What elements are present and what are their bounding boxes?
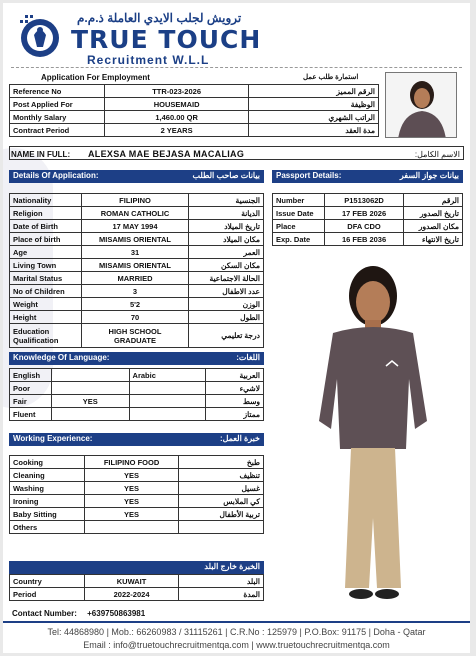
name-label: NAME IN FULL: — [11, 150, 71, 159]
row-label: Issue Date — [273, 207, 325, 220]
abroad-table — [9, 574, 264, 601]
table-row — [10, 98, 379, 111]
row-label: Others — [10, 521, 85, 534]
arabic-level — [129, 382, 206, 395]
row-label: Nationality — [10, 194, 82, 207]
education-row — [10, 324, 264, 348]
row-label: No of Children — [10, 285, 82, 298]
form-title: Application For Employment — [41, 73, 150, 82]
row-value: FILIPINO — [81, 194, 189, 207]
row-label-arabic: تاريخ الميلاد — [189, 220, 264, 233]
table-row — [10, 408, 264, 421]
row-value: 3 — [81, 285, 189, 298]
row-value: MISAMIS ORIENTAL — [81, 233, 189, 246]
table-row — [10, 194, 264, 207]
row-label: Height — [10, 311, 82, 324]
row-value: MARRIED — [81, 272, 189, 285]
row-label-arabic: وسط — [206, 395, 264, 408]
table-row — [273, 194, 463, 207]
table-row — [10, 456, 264, 469]
row-label: Date of Birth — [10, 220, 82, 233]
row-label: Post Applied For — [10, 98, 105, 111]
application-form — [3, 3, 470, 653]
experience-table — [9, 455, 264, 534]
row-label: Fair — [10, 395, 52, 408]
row-label: Age — [10, 246, 82, 259]
table-row — [10, 85, 379, 98]
education-label: Education Qualification — [10, 324, 82, 348]
row-value: YES — [84, 482, 179, 495]
row-label-arabic: البلد — [179, 575, 264, 588]
row-value: 17 FEB 2026 — [324, 207, 403, 220]
language-table — [9, 368, 264, 421]
row-value: P1513062D — [324, 194, 403, 207]
row-label-arabic: الرقم — [404, 194, 463, 207]
experience-section-header: Working Experience: خبرة العمل: — [9, 433, 264, 446]
row-value: KUWAIT — [84, 575, 179, 588]
applicant-name: ALEXSA MAE BEJASA MACALIAG — [88, 149, 245, 159]
table-row — [10, 382, 264, 395]
row-label: Ironing — [10, 495, 85, 508]
table-row — [10, 246, 264, 259]
company-name-arabic: ترويش لجلب الايدي العاملة ذ.م.م — [77, 11, 242, 25]
row-value: HOUSEMAID — [104, 98, 249, 111]
row-label-arabic: المدة — [179, 588, 264, 601]
row-label: Exp. Date — [273, 233, 325, 246]
row-label: Reference No — [10, 85, 105, 98]
table-row — [10, 285, 264, 298]
row-label: Religion — [10, 207, 82, 220]
row-label-arabic: الراتب الشهري — [249, 111, 379, 124]
company-brand-sub: Recruitment W.L.L — [87, 53, 210, 67]
english-level — [51, 408, 129, 421]
table-row — [10, 508, 264, 521]
table-row — [10, 220, 264, 233]
row-label-arabic: مكان الصدور — [404, 220, 463, 233]
row-label: Living Town — [10, 259, 82, 272]
row-value: MISAMIS ORIENTAL — [81, 259, 189, 272]
row-label-arabic: الرقم المميز — [249, 85, 379, 98]
row-value: 5'2 — [81, 298, 189, 311]
table-row — [10, 298, 264, 311]
table-row — [10, 111, 379, 124]
row-label: Number — [273, 194, 325, 207]
row-label: Place — [273, 220, 325, 233]
footer-contacts: Tel: 44868980 | Mob.: 66260983 / 31115261 | C.R.No : 125979 | P.O.Box: 91175 | Doha - Qatar — [47, 627, 426, 637]
form-title-arabic: استمارة طلب عمل — [303, 74, 359, 81]
row-label: Marital Status — [10, 272, 82, 285]
table-row — [10, 575, 264, 588]
passport-table — [272, 193, 463, 246]
table-row — [273, 233, 463, 246]
table-row — [10, 495, 264, 508]
table-row — [10, 233, 264, 246]
row-label-arabic: الحالة الاجتماعية — [189, 272, 264, 285]
table-row — [10, 482, 264, 495]
row-label: Contract Period — [10, 124, 105, 137]
row-label-arabic: تاريخ الانتهاء — [404, 233, 463, 246]
row-label-arabic: مدة العقد — [249, 124, 379, 137]
english-level: YES — [51, 395, 129, 408]
row-label-arabic: العمر — [189, 246, 264, 259]
table-row — [10, 521, 264, 534]
row-label: Baby Sitting — [10, 508, 85, 521]
company-logo-icon — [17, 13, 63, 59]
row-value: 2022-2024 — [84, 588, 179, 601]
row-label-arabic: طبخ — [179, 456, 264, 469]
row-value: YES — [84, 495, 179, 508]
row-value: 1,460.00 QR — [104, 111, 249, 124]
row-label-arabic: الوظيفة — [249, 98, 379, 111]
row-label-arabic: الوزن — [189, 298, 264, 311]
footer-web: Email : info@truetouchrecruitmentqa.com | www.truetouchrecruitmentqa.com — [83, 640, 390, 650]
education-value: HIGH SCHOOL GRADUATE — [81, 324, 189, 348]
row-label-arabic: عدد الاطفال — [189, 285, 264, 298]
row-label: Cooking — [10, 456, 85, 469]
details-table — [9, 193, 264, 348]
applicant-photo-full — [293, 258, 453, 608]
row-label-arabic: مكان الميلاد — [189, 233, 264, 246]
row-value: TTR-023-2026 — [104, 85, 249, 98]
row-label-arabic: لاشيء — [206, 382, 264, 395]
row-label-arabic: الديانة — [189, 207, 264, 220]
row-label: Weight — [10, 298, 82, 311]
table-row — [10, 311, 264, 324]
row-label: Monthly Salary — [10, 111, 105, 124]
arabic-header-arabic: العربية — [206, 369, 264, 382]
blank-cell — [51, 369, 129, 382]
header — [3, 3, 470, 69]
row-label: Period — [10, 588, 85, 601]
row-label-arabic: مكان السكن — [189, 259, 264, 272]
reference-table — [9, 84, 379, 137]
row-label: Poor — [10, 382, 52, 395]
row-label-arabic: تربية الأطفال — [179, 508, 264, 521]
row-label-arabic — [179, 521, 264, 534]
row-value: FILIPINO FOOD — [84, 456, 179, 469]
table-row — [10, 395, 264, 408]
row-label-arabic: كي الملابس — [179, 495, 264, 508]
passport-section-header: Passport Details: بيانات جواز السفر — [272, 170, 463, 183]
table-row — [10, 588, 264, 601]
row-label-arabic: تنظيف — [179, 469, 264, 482]
arabic-level — [129, 395, 206, 408]
row-value: ROMAN CATHOLIC — [81, 207, 189, 220]
row-value: YES — [84, 469, 179, 482]
abroad-section-header: الخبرة خارج البلد — [9, 561, 264, 574]
name-label-arabic: الاسم الكامل: — [414, 150, 460, 159]
english-level — [51, 382, 129, 395]
applicant-photo-small — [385, 72, 457, 138]
row-value: 31 — [81, 246, 189, 259]
row-value: DFA CDO — [324, 220, 403, 233]
arabic-header: Arabic — [129, 369, 206, 382]
row-label-arabic: الجنسية — [189, 194, 264, 207]
company-brand: TRUE TOUCH — [71, 25, 262, 54]
row-label: Country — [10, 575, 85, 588]
row-label: Cleaning — [10, 469, 85, 482]
row-label-arabic: الطول — [189, 311, 264, 324]
language-header-row — [10, 369, 264, 382]
row-label-arabic: ممتاز — [206, 408, 264, 421]
arabic-level — [129, 408, 206, 421]
row-label: Place of birth — [10, 233, 82, 246]
row-value: YES — [84, 508, 179, 521]
table-row — [10, 272, 264, 285]
education-label-arabic: درجة تعليمي — [189, 324, 264, 348]
table-row — [273, 207, 463, 220]
row-label-arabic: غسيل — [179, 482, 264, 495]
english-header: English — [10, 369, 52, 382]
table-row — [10, 259, 264, 272]
divider — [11, 67, 462, 68]
table-row — [273, 220, 463, 233]
footer-divider — [3, 621, 470, 623]
row-value — [84, 521, 179, 534]
table-row — [10, 207, 264, 220]
details-section-header: Details Of Application: بيانات صاحب الطلب — [9, 170, 264, 183]
table-row — [10, 469, 264, 482]
row-label: Washing — [10, 482, 85, 495]
contact-number: Contact Number: +639750863981 — [12, 609, 146, 618]
row-label: Fluent — [10, 408, 52, 421]
language-section-header: Knowledge Of Language: اللغات: — [9, 352, 264, 365]
row-value: 2 YEARS — [104, 124, 249, 137]
row-label-arabic: تاريخ الصدور — [404, 207, 463, 220]
table-row — [10, 124, 379, 137]
row-value: 17 MAY 1994 — [81, 220, 189, 233]
row-value: 16 FEB 2036 — [324, 233, 403, 246]
row-value: 70 — [81, 311, 189, 324]
